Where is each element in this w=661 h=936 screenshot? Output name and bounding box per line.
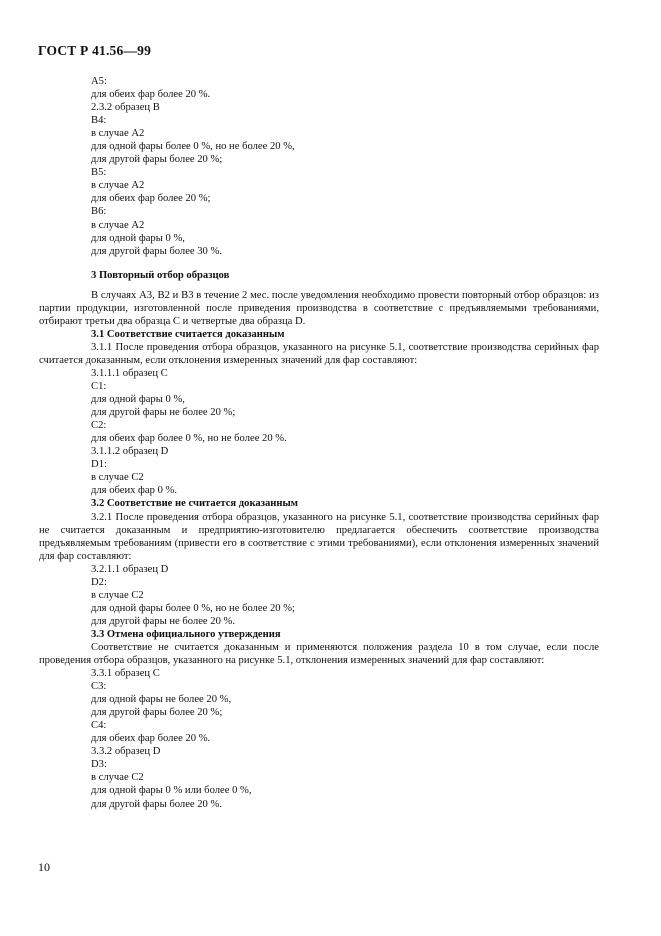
text-line: 3.2.1.1 образец D [91, 563, 169, 575]
text-line: для другой фары более 20 %; [91, 707, 223, 719]
section-3-1-heading: 3.1 Соответствие считается доказанным [91, 328, 285, 340]
section-3-intro: В случаях A3, B2 и B3 в течение 2 мес. после уведомления необходимо провести повторный отбор образцов: из партии продукции, изготовленной после приведения производства в соответствие с предъявляемыми требованиями, отбирают третьи два образца C и четвертые два образца D. [39, 289, 599, 327]
text-line: для другой фары более 30 %. [91, 245, 222, 257]
block1-list [91, 75, 599, 258]
text-line: 3.1.1.2 образец D [91, 446, 169, 458]
text-line: для одной фары не более 20 %, [91, 694, 232, 706]
text-line: C4: [91, 720, 107, 732]
text-line: для обеих фар более 20 %. [91, 89, 211, 101]
text-line: в случае A2 [91, 180, 145, 192]
text-line: для другой фары не более 20 %; [91, 407, 236, 419]
text-line: для обеих фар более 20 %. [91, 733, 211, 745]
text-line: B5: [91, 167, 107, 179]
section-3-3-list [91, 667, 599, 811]
spacer [91, 258, 599, 269]
text-line: 2.3.2 образец B [91, 102, 160, 114]
text-line: 3.3.1 образец C [91, 668, 160, 680]
text-line: для одной фары 0 %, [91, 394, 185, 406]
section-3-1-text: 3.1.1 После проведения отбора образцов, указанного на рисунке 5.1, соответствие производства серийных фар считается доказанным, если отклонения измеренных значений для фар составляют: [39, 341, 599, 366]
text-line: в случае A2 [91, 219, 145, 231]
text-line: D3: [91, 759, 107, 771]
text-line: D1: [91, 459, 107, 471]
text-line: 3.3.2 образец D [91, 746, 161, 758]
document-header: ГОСТ Р 41.56—99 [38, 43, 152, 58]
section-3-3-heading: 3.3 Отмена официального утверждения [91, 628, 281, 640]
text-line: для одной фары более 0 %, но не более 20 %, [91, 141, 295, 153]
section-3-3-text: Соответствие не считается доказанным и применяются положения раздела 10 в том случае, если после проведения отбора образцов, указанного на рисунке 5.1, отклонения измеренных значений для фар составляют: [39, 641, 599, 667]
text-line: A5: [91, 76, 107, 87]
section-3-heading: 3 Повторный отбор образцов [91, 269, 230, 281]
text-line: C2: [91, 420, 107, 432]
text-line: для одной фары 0 %, [91, 232, 185, 244]
text-line: C1: [91, 381, 107, 393]
text-line: для другой фары более 20 %. [91, 798, 222, 810]
text-line: для одной фары 0 % или более 0 %, [91, 785, 252, 797]
text-line: для обеих фар более 0 %, но не более 20 %. [91, 433, 287, 445]
text-line: B6: [91, 206, 107, 218]
text-line: для одной фары более 0 %, но не более 20 %; [91, 602, 295, 614]
section-3-2-text: 3.2.1 После проведения отбора образцов, указанного на рисунке 5.1, соответствие производства серийных фар не считается доказанным и предприятию-изготовителю предлагается обеспечить соответствие производства предъявляемым требованиям (привести его в соответствие с этими требованиями), если отклонения измеренных значений для фар составляют: [39, 511, 599, 562]
section-3-2-list [91, 563, 599, 628]
text-line: в случае C2 [91, 772, 144, 784]
text-line: для другой фары более 20 %; [91, 154, 223, 166]
page-number: 10 [38, 860, 50, 874]
text-line: для обеих фар более 20 %; [91, 193, 211, 205]
text-line: в случае C2 [91, 472, 144, 484]
text-line: в случае C2 [91, 589, 144, 601]
section-3-2-heading: 3.2 Соответствие не считается доказанным [91, 498, 298, 510]
text-line: C3: [91, 681, 107, 693]
text-line: для обеих фар 0 %. [91, 485, 177, 497]
text-line: в случае A2 [91, 128, 145, 140]
text-line: 3.1.1.1 образец C [91, 367, 168, 379]
text-line: B4: [91, 115, 107, 127]
spacer [91, 282, 599, 289]
section-3-1-list [91, 367, 599, 497]
document-body [39, 75, 599, 811]
text-line: D2: [91, 576, 107, 588]
text-line: для другой фары не более 20 %. [91, 615, 235, 627]
